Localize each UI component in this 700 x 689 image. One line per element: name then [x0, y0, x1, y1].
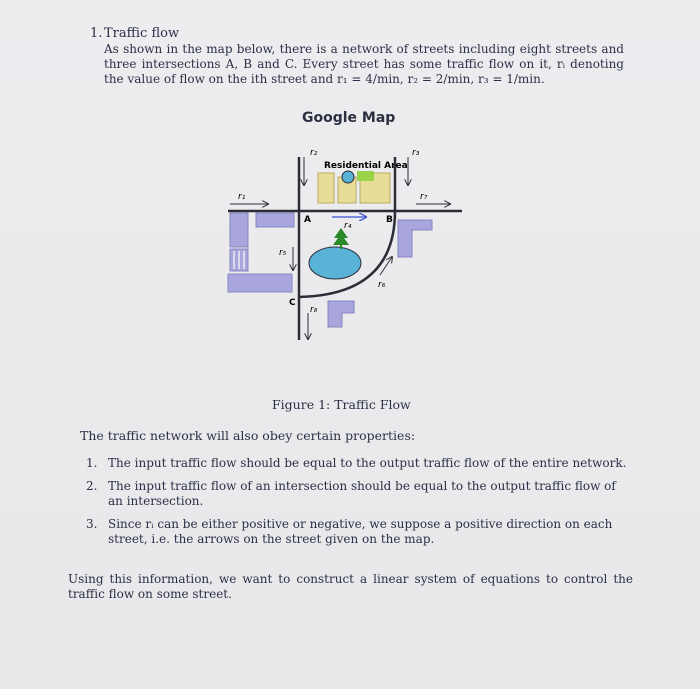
list-item [86, 456, 631, 471]
problem-title: Traffic flow [104, 26, 180, 41]
building-left-bottom [228, 274, 292, 292]
label-r8: r₈ [310, 305, 318, 315]
traffic-map [220, 135, 470, 370]
building-left-top [256, 213, 294, 227]
figure-caption: Figure 1: Traffic Flow [272, 397, 411, 412]
residential-block-1 [318, 173, 334, 203]
label-r2: r₂ [310, 148, 318, 158]
label-r5: r₅ [279, 248, 287, 258]
residential-area-label: Residential Area [324, 161, 408, 171]
building-lower [328, 301, 354, 327]
lake [309, 247, 361, 279]
label-r1: r₁ [238, 192, 246, 202]
list-item-number: 1. [86, 456, 98, 470]
list-item-text: Since rᵢ can be either positive or negative, we suppose a positive direction on each street, i.e. the arrows on the street given on the map. [108, 517, 613, 546]
list-item [86, 517, 631, 547]
intersection-a: A [304, 215, 311, 225]
intersection-c: C [289, 298, 296, 308]
building-right [398, 220, 432, 257]
park-green [357, 171, 374, 181]
properties-list [86, 456, 631, 555]
list-item-text: The input traffic flow should be equal to the output traffic flow of the entire network. [108, 456, 627, 470]
problem-number: 1. [90, 26, 103, 41]
intersection-b: B [386, 215, 393, 225]
list-item-number: 3. [86, 517, 98, 531]
label-r7: r₇ [420, 192, 428, 202]
problem-body: As shown in the map below, there is a network of streets including eight streets and three intersections A, B and C. Every street has some traffic flow on it, rᵢ denoting the value of flow on the ith street and r₁ = 4/min, r₂ = 2/min, r₃ = 1/min. [104, 42, 624, 86]
list-item [86, 479, 631, 509]
list-item-text: The input traffic flow of an intersection should be equal to the output traffic flow of an intersection. [108, 479, 616, 508]
residential-pond [342, 171, 354, 183]
label-r6: r₆ [378, 280, 386, 290]
building-left-tall [230, 213, 248, 247]
label-r4: r₄ [344, 221, 352, 231]
list-item-number: 2. [86, 479, 98, 493]
label-r3: r₃ [412, 148, 420, 158]
properties-intro: The traffic network will also obey certain properties: [80, 428, 416, 443]
map-title: Google Map [302, 110, 396, 126]
closing-paragraph: Using this information, we want to construct a linear system of equations to control the traffic flow on some street. [68, 572, 633, 601]
